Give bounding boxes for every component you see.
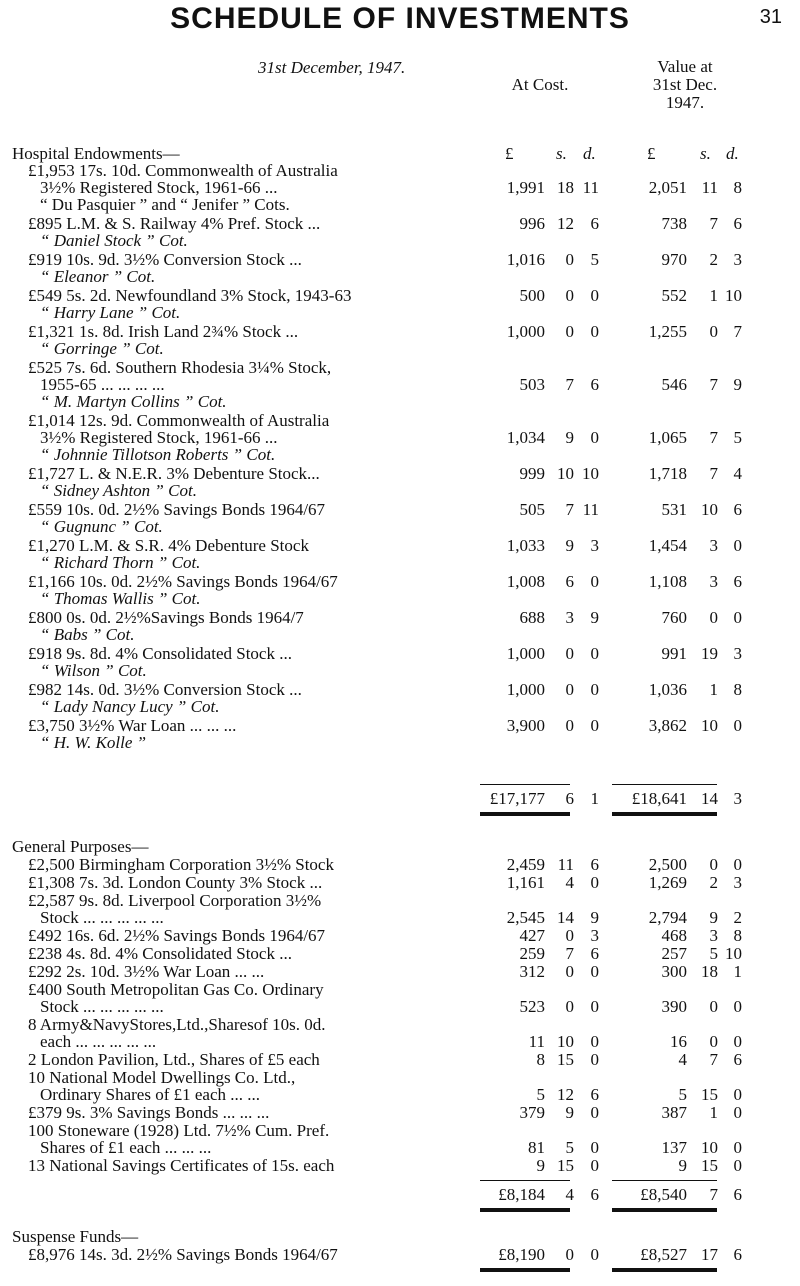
hospital-row-8-line-0: £559 10s. 0d. 2½% Savings Bonds 1964/67 (28, 500, 326, 519)
general-row-3-cost-pounds: 427 (519, 926, 545, 945)
hospital-cost-subtotal-rule (480, 784, 570, 785)
general-row-8-line-0: 2 London Pavilion, Ltd., Shares of £5 each (28, 1050, 320, 1069)
hospital-row-13-line-0: £982 14s. 0d. 3½% Conversion Stock ... (28, 680, 302, 699)
value-column-header-line2: 31st Dec. (652, 75, 718, 94)
general-row-11-cost-pence: 0 (590, 1138, 599, 1157)
general-row-8-value-pence: 6 (733, 1050, 742, 1069)
general-row-5-cost-pounds: 312 (519, 962, 545, 981)
general-row-2-value-shillings: 9 (709, 908, 718, 927)
general-row-9-line-0: 10 National Model Dwellings Co. Ltd., (28, 1068, 296, 1087)
hospital-total-cost-pence: 1 (590, 789, 599, 808)
hospital-row-3-value-pounds: 552 (661, 286, 687, 305)
general-row-3-value-pounds: 468 (661, 926, 687, 945)
hospital-row-5-value-pence: 9 (733, 375, 742, 394)
hospital-row-2-line-0: £919 10s. 9d. 3½% Conversion Stock ... (28, 250, 302, 269)
cost-column-header: At Cost. (511, 75, 569, 94)
hospital-total-cost-shillings: 6 (565, 789, 574, 808)
hospital-row-0-cost-pounds: 1,991 (506, 178, 545, 197)
hospital-row-9-cost-shillings: 9 (565, 536, 574, 555)
hospital-row-9-cost-pence: 3 (590, 536, 599, 555)
general-row-5-value-shillings: 18 (701, 962, 718, 981)
hospital-row-4-value-pounds: 1,255 (648, 322, 687, 341)
general-row-2-value-pounds: 2,794 (648, 908, 687, 927)
general-row-8-cost-pounds: 8 (536, 1050, 545, 1069)
general-row-4-cost-shillings: 7 (565, 944, 574, 963)
general-row-3-value-shillings: 3 (709, 926, 718, 945)
hospital-total-value-pounds: £18,641 (631, 789, 687, 808)
hospital-row-14-cost-pounds: 3,900 (506, 716, 545, 735)
suspense-row-value-pounds: £8,527 (640, 1245, 687, 1264)
general-row-4-line-0: £238 4s. 8d. 4% Consolidated Stock ... (28, 944, 292, 963)
general-row-7-cost-shillings: 10 (557, 1032, 574, 1051)
lsd-value-pence: d. (726, 144, 739, 163)
general-row-7-line-1: each ... ... ... ... ... (40, 1032, 157, 1051)
general-row-2-value-pence: 2 (733, 908, 742, 927)
general-row-7-value-pounds: 16 (670, 1032, 687, 1051)
general-row-6-value-shillings: 0 (709, 997, 718, 1016)
general-row-0-value-pounds: 2,500 (648, 855, 687, 874)
hospital-row-11-cost-pounds: 688 (519, 608, 545, 627)
general-row-10-value-pence: 0 (733, 1103, 742, 1122)
hospital-row-13-value-pounds: 1,036 (648, 680, 687, 699)
general-row-10-cost-shillings: 9 (565, 1103, 574, 1122)
hospital-row-3-cost-pence: 0 (590, 286, 599, 305)
general-row-2-cost-shillings: 14 (557, 908, 574, 927)
general-row-4-cost-pounds: 259 (519, 944, 545, 963)
hospital-row-12-value-shillings: 19 (701, 644, 718, 663)
hospital-row-6-cost-pence: 0 (590, 428, 599, 447)
hospital-row-9-cost-pounds: 1,033 (506, 536, 545, 555)
hospital-row-9-line-1: “ Richard Thorn ” Cot. (40, 553, 201, 572)
hospital-row-1-cost-pounds: 996 (519, 214, 545, 233)
general-row-8-cost-pence: 0 (590, 1050, 599, 1069)
general-total-value-pence: 6 (733, 1185, 742, 1204)
suspense-row-value-pence: 6 (733, 1245, 742, 1264)
hospital-row-3-line-1: “ Harry Lane ” Cot. (40, 303, 181, 322)
hospital-row-0-value-pence: 8 (733, 178, 742, 197)
hospital-row-4-cost-pounds: 1,000 (506, 322, 545, 341)
general-total-cost-pounds: £8,184 (498, 1185, 545, 1204)
general-row-7-value-shillings: 0 (709, 1032, 718, 1051)
general-row-3-cost-pence: 3 (590, 926, 599, 945)
lsd-cost-pound: £ (505, 144, 514, 163)
hospital-row-12-cost-pence: 0 (590, 644, 599, 663)
general-total-value-shillings: 7 (709, 1185, 718, 1204)
hospital-row-12-line-0: £918 9s. 8d. 4% Consolidated Stock ... (28, 644, 292, 663)
hospital-row-11-value-pence: 0 (733, 608, 742, 627)
hospital-row-14-line-1: “ H. W. Kolle ” (40, 733, 147, 752)
hospital-cost-total-rule (480, 812, 570, 816)
hospital-row-8-value-pence: 6 (733, 500, 742, 519)
general-row-2-cost-pounds: 2,545 (506, 908, 545, 927)
general-row-9-value-shillings: 15 (701, 1085, 718, 1104)
hospital-row-9-value-shillings: 3 (709, 536, 718, 555)
hospital-row-1-cost-pence: 6 (590, 214, 599, 233)
general-row-1-value-shillings: 2 (709, 873, 718, 892)
general-row-3-cost-shillings: 0 (565, 926, 574, 945)
hospital-row-14-value-pence: 0 (733, 716, 742, 735)
general-row-10-line-0: £379 9s. 3% Savings Bonds ... ... ... (28, 1103, 270, 1122)
schedule-date: 31st December, 1947. (258, 58, 406, 77)
hospital-row-5-cost-pence: 6 (590, 375, 599, 394)
hospital-row-10-cost-pounds: 1,008 (506, 572, 545, 591)
hospital-row-4-value-pence: 7 (733, 322, 742, 341)
hospital-row-2-line-1: “ Eleanor ” Cot. (40, 267, 156, 286)
general-row-9-line-1: Ordinary Shares of £1 each ... ... (40, 1085, 260, 1104)
hospital-row-13-value-shillings: 1 (709, 680, 718, 699)
general-row-11-cost-pounds: 81 (528, 1138, 545, 1157)
general-value-subtotal-rule (612, 1180, 717, 1181)
value-column-header-line3: 1947. (665, 93, 705, 112)
hospital-row-12-line-1: “ Wilson ” Cot. (40, 661, 147, 680)
hospital-row-2-cost-pounds: 1,016 (506, 250, 545, 269)
hospital-row-12-value-pounds: 991 (661, 644, 687, 663)
hospital-row-13-cost-pounds: 1,000 (506, 680, 545, 699)
general-row-12-cost-shillings: 15 (557, 1156, 574, 1175)
general-row-9-cost-shillings: 12 (557, 1085, 574, 1104)
hospital-row-14-cost-shillings: 0 (565, 716, 574, 735)
hospital-row-8-value-pounds: 531 (661, 500, 687, 519)
page-number: 31 (759, 6, 782, 28)
suspense-value-total-rule (612, 1268, 717, 1272)
hospital-row-0-value-shillings: 11 (701, 178, 718, 197)
general-cost-total-rule (480, 1208, 570, 1212)
hospital-row-6-value-shillings: 7 (709, 428, 718, 447)
suspense-row-cost-pounds: £8,190 (498, 1245, 545, 1264)
general-row-1-cost-shillings: 4 (565, 873, 574, 892)
hospital-row-3-value-pence: 10 (725, 286, 742, 305)
hospital-row-4-cost-shillings: 0 (565, 322, 574, 341)
hospital-row-6-line-2: “ Johnnie Tillotson Roberts ” Cot. (40, 445, 276, 464)
general-row-5-cost-shillings: 0 (565, 962, 574, 981)
general-row-11-value-pence: 0 (733, 1138, 742, 1157)
general-row-6-value-pence: 0 (733, 997, 742, 1016)
general-row-1-value-pounds: 1,269 (648, 873, 687, 892)
hospital-row-6-value-pounds: 1,065 (648, 428, 687, 447)
hospital-value-subtotal-rule (612, 784, 717, 785)
general-row-0-cost-pounds: 2,459 (506, 855, 545, 874)
hospital-row-13-value-pence: 8 (733, 680, 742, 699)
hospital-row-10-value-pounds: 1,108 (648, 572, 687, 591)
suspense-row-cost-shillings: 0 (565, 1245, 574, 1264)
hospital-row-7-cost-pounds: 999 (519, 464, 545, 483)
general-cost-subtotal-rule (480, 1180, 570, 1181)
general-row-7-cost-pounds: 11 (528, 1032, 545, 1051)
general-row-11-cost-shillings: 5 (565, 1138, 574, 1157)
hospital-row-8-value-shillings: 10 (701, 500, 718, 519)
general-row-10-value-pounds: 387 (661, 1103, 687, 1122)
page-title: SCHEDULE OF INVESTMENTS (170, 2, 630, 35)
general-row-8-value-pounds: 4 (678, 1050, 687, 1069)
lsd-value-shilling: s. (700, 144, 711, 163)
general-row-8-cost-shillings: 15 (557, 1050, 574, 1069)
hospital-row-1-value-pence: 6 (733, 214, 742, 233)
hospital-row-5-line-0: £525 7s. 6d. Southern Rhodesia 3¼% Stock, (28, 358, 332, 377)
hospital-row-7-value-pence: 4 (733, 464, 742, 483)
general-row-0-cost-shillings: 11 (557, 855, 574, 874)
hospital-row-11-line-1: “ Babs ” Cot. (40, 625, 135, 644)
hospital-row-12-cost-pounds: 1,000 (506, 644, 545, 663)
hospital-total-value-pence: 3 (733, 789, 742, 808)
hospital-row-1-line-0: £895 L.M. & S. Railway 4% Pref. Stock ... (28, 214, 321, 233)
hospital-row-3-line-0: £549 5s. 2d. Newfoundland 3% Stock, 1943-63 (28, 286, 352, 305)
general-row-6-value-pounds: 390 (661, 997, 687, 1016)
general-row-10-value-shillings: 1 (709, 1103, 718, 1122)
general-row-7-line-0: 8 Army&NavyStores,Ltd.,Sharesof 10s. 0d. (28, 1015, 326, 1034)
section-heading-suspense: Suspense Funds— (12, 1227, 139, 1246)
hospital-row-1-value-shillings: 7 (709, 214, 718, 233)
hospital-row-7-value-pounds: 1,718 (648, 464, 687, 483)
hospital-row-0-value-pounds: 2,051 (648, 178, 687, 197)
hospital-row-8-line-1: “ Gugnunc ” Cot. (40, 517, 163, 536)
general-row-11-line-1: Shares of £1 each ... ... ... (40, 1138, 212, 1157)
suspense-row-cost-pence: 0 (590, 1245, 599, 1264)
hospital-row-7-value-shillings: 7 (709, 464, 718, 483)
hospital-row-3-cost-pounds: 500 (519, 286, 545, 305)
general-row-11-value-shillings: 10 (701, 1138, 718, 1157)
hospital-row-6-cost-pounds: 1,034 (506, 428, 545, 447)
general-value-total-rule (612, 1208, 717, 1212)
value-column-header-line1: Value at (657, 57, 713, 76)
general-row-5-value-pence: 1 (733, 962, 742, 981)
general-row-2-cost-pence: 9 (590, 908, 599, 927)
hospital-row-1-line-1: “ Daniel Stock ” Cot. (40, 231, 188, 250)
hospital-row-9-value-pence: 0 (733, 536, 742, 555)
general-total-cost-pence: 6 (590, 1185, 599, 1204)
section-heading-hospital: Hospital Endowments— (12, 144, 180, 163)
suspense-cost-total-rule (480, 1268, 570, 1272)
general-row-9-cost-pounds: 5 (536, 1085, 545, 1104)
general-row-7-value-pence: 0 (733, 1032, 742, 1051)
general-row-11-value-pounds: 137 (661, 1138, 687, 1157)
hospital-row-1-cost-shillings: 12 (557, 214, 574, 233)
hospital-row-1-value-pounds: 738 (661, 214, 687, 233)
general-row-12-value-pence: 0 (733, 1156, 742, 1175)
suspense-row-line-0: £8,976 14s. 3d. 2½% Savings Bonds 1964/67 (28, 1245, 338, 1264)
hospital-row-6-cost-shillings: 9 (565, 428, 574, 447)
general-row-6-line-0: £400 South Metropolitan Gas Co. Ordinary (28, 980, 324, 999)
general-row-4-value-shillings: 5 (709, 944, 718, 963)
hospital-value-total-rule (612, 812, 717, 816)
hospital-row-8-cost-pounds: 505 (519, 500, 545, 519)
section-heading-general: General Purposes— (12, 837, 149, 856)
hospital-row-0-cost-shillings: 18 (557, 178, 574, 197)
hospital-row-9-value-pounds: 1,454 (648, 536, 687, 555)
hospital-row-11-line-0: £800 0s. 0d. 2½%Savings Bonds 1964/7 (28, 608, 304, 627)
general-row-12-cost-pounds: 9 (536, 1156, 545, 1175)
general-row-0-line-0: £2,500 Birmingham Corporation 3½% Stock (28, 855, 334, 874)
hospital-row-13-cost-shillings: 0 (565, 680, 574, 699)
general-row-2-line-0: £2,587 9s. 8d. Liverpool Corporation 3½% (28, 891, 322, 910)
general-row-10-cost-pounds: 379 (519, 1103, 545, 1122)
hospital-row-10-line-1: “ Thomas Wallis ” Cot. (40, 589, 201, 608)
general-row-9-value-pence: 0 (733, 1085, 742, 1104)
general-row-0-value-pence: 0 (733, 855, 742, 874)
general-row-9-value-pounds: 5 (678, 1085, 687, 1104)
hospital-row-5-line-1: 1955-65 ... ... ... ... (40, 375, 165, 394)
general-row-2-line-1: Stock ... ... ... ... ... (40, 908, 164, 927)
hospital-row-7-cost-shillings: 10 (557, 464, 574, 483)
general-row-11-line-0: 100 Stoneware (1928) Ltd. 7½% Cum. Pref. (28, 1121, 330, 1140)
hospital-row-7-line-1: “ Sidney Ashton ” Cot. (40, 481, 197, 500)
hospital-row-10-cost-pence: 0 (590, 572, 599, 591)
general-row-9-cost-pence: 6 (590, 1085, 599, 1104)
hospital-row-4-cost-pence: 0 (590, 322, 599, 341)
general-row-8-value-shillings: 7 (709, 1050, 718, 1069)
general-row-6-cost-pounds: 523 (519, 997, 545, 1016)
hospital-row-6-line-1: 3½% Registered Stock, 1961-66 ... (40, 428, 278, 447)
hospital-row-2-value-shillings: 2 (709, 250, 718, 269)
hospital-row-3-cost-shillings: 0 (565, 286, 574, 305)
hospital-row-11-value-shillings: 0 (709, 608, 718, 627)
general-row-4-value-pence: 10 (725, 944, 742, 963)
general-row-7-cost-pence: 0 (590, 1032, 599, 1051)
hospital-row-2-cost-pence: 5 (590, 250, 599, 269)
hospital-row-0-line-0: £1,953 17s. 10d. Commonwealth of Australia (28, 161, 338, 180)
general-row-5-value-pounds: 300 (661, 962, 687, 981)
hospital-row-8-cost-shillings: 7 (565, 500, 574, 519)
hospital-row-5-line-2: “ M. Martyn Collins ” Cot. (40, 392, 227, 411)
hospital-row-8-cost-pence: 11 (582, 500, 599, 519)
hospital-row-7-line-0: £1,727 L. & N.E.R. 3% Debenture Stock... (28, 464, 320, 483)
hospital-row-3-value-shillings: 1 (709, 286, 718, 305)
hospital-row-2-value-pounds: 970 (661, 250, 687, 269)
lsd-value-pound: £ (647, 144, 656, 163)
hospital-row-7-cost-pence: 10 (582, 464, 599, 483)
lsd-cost-shilling: s. (556, 144, 567, 163)
general-row-6-cost-shillings: 0 (565, 997, 574, 1016)
hospital-row-4-line-1: “ Gorringe ” Cot. (40, 339, 164, 358)
hospital-row-5-value-pounds: 546 (661, 375, 687, 394)
suspense-row-value-shillings: 17 (701, 1245, 718, 1264)
general-total-cost-shillings: 4 (565, 1185, 574, 1204)
general-total-value-pounds: £8,540 (640, 1185, 687, 1204)
general-row-0-cost-pence: 6 (590, 855, 599, 874)
hospital-row-12-cost-shillings: 0 (565, 644, 574, 663)
hospital-row-14-value-pounds: 3,862 (648, 716, 687, 735)
hospital-row-5-value-shillings: 7 (709, 375, 718, 394)
general-row-4-cost-pence: 6 (590, 944, 599, 963)
hospital-row-0-line-1: 3½% Registered Stock, 1961-66 ... (40, 178, 278, 197)
hospital-row-5-cost-pounds: 503 (519, 375, 545, 394)
hospital-row-14-line-0: £3,750 3½% War Loan ... ... ... (28, 716, 237, 735)
hospital-row-10-cost-shillings: 6 (565, 572, 574, 591)
general-row-3-value-pence: 8 (733, 926, 742, 945)
hospital-total-value-shillings: 14 (701, 789, 718, 808)
hospital-row-6-value-pence: 5 (733, 428, 742, 447)
hospital-row-11-cost-shillings: 3 (565, 608, 574, 627)
hospital-row-0-cost-pence: 11 (582, 178, 599, 197)
general-row-1-cost-pounds: 1,161 (506, 873, 545, 892)
general-row-5-cost-pence: 0 (590, 962, 599, 981)
general-row-3-line-0: £492 16s. 6d. 2½% Savings Bonds 1964/67 (28, 926, 326, 945)
hospital-row-9-line-0: £1,270 L.M. & S.R. 4% Debenture Stock (28, 536, 309, 555)
general-row-1-line-0: £1,308 7s. 3d. London County 3% Stock ... (28, 873, 323, 892)
hospital-row-12-value-pence: 3 (733, 644, 742, 663)
general-row-12-value-shillings: 15 (701, 1156, 718, 1175)
lsd-cost-pence: d. (583, 144, 596, 163)
general-row-12-line-0: 13 National Savings Certificates of 15s. each (28, 1156, 335, 1175)
general-row-1-cost-pence: 0 (590, 873, 599, 892)
hospital-row-11-value-pounds: 760 (661, 608, 687, 627)
general-row-0-value-shillings: 0 (709, 855, 718, 874)
general-row-12-cost-pence: 0 (590, 1156, 599, 1175)
hospital-row-10-line-0: £1,166 10s. 0d. 2½% Savings Bonds 1964/67 (28, 572, 338, 591)
general-row-6-cost-pence: 0 (590, 997, 599, 1016)
hospital-row-11-cost-pence: 9 (590, 608, 599, 627)
hospital-row-14-cost-pence: 0 (590, 716, 599, 735)
hospital-row-10-value-pence: 6 (733, 572, 742, 591)
hospital-row-4-value-shillings: 0 (709, 322, 718, 341)
hospital-row-14-value-shillings: 10 (701, 716, 718, 735)
hospital-total-cost-pounds: £17,177 (489, 789, 545, 808)
general-row-5-line-0: £292 2s. 10d. 3½% War Loan ... ... (28, 962, 265, 981)
general-row-1-value-pence: 3 (733, 873, 742, 892)
general-row-10-cost-pence: 0 (590, 1103, 599, 1122)
general-row-4-value-pounds: 257 (661, 944, 687, 963)
hospital-row-2-cost-shillings: 0 (565, 250, 574, 269)
hospital-row-0-line-2: “ Du Pasquier ” and “ Jenifer ” Cots. (40, 195, 290, 214)
general-row-6-line-1: Stock ... ... ... ... ... (40, 997, 164, 1016)
general-row-12-value-pounds: 9 (678, 1156, 687, 1175)
hospital-row-13-cost-pence: 0 (590, 680, 599, 699)
hospital-row-5-cost-shillings: 7 (565, 375, 574, 394)
hospital-row-10-value-shillings: 3 (709, 572, 718, 591)
hospital-row-2-value-pence: 3 (733, 250, 742, 269)
hospital-row-13-line-1: “ Lady Nancy Lucy ” Cot. (40, 697, 220, 716)
hospital-row-6-line-0: £1,014 12s. 9d. Commonwealth of Australia (28, 411, 330, 430)
hospital-row-4-line-0: £1,321 1s. 8d. Irish Land 2¾% Stock ... (28, 322, 299, 341)
